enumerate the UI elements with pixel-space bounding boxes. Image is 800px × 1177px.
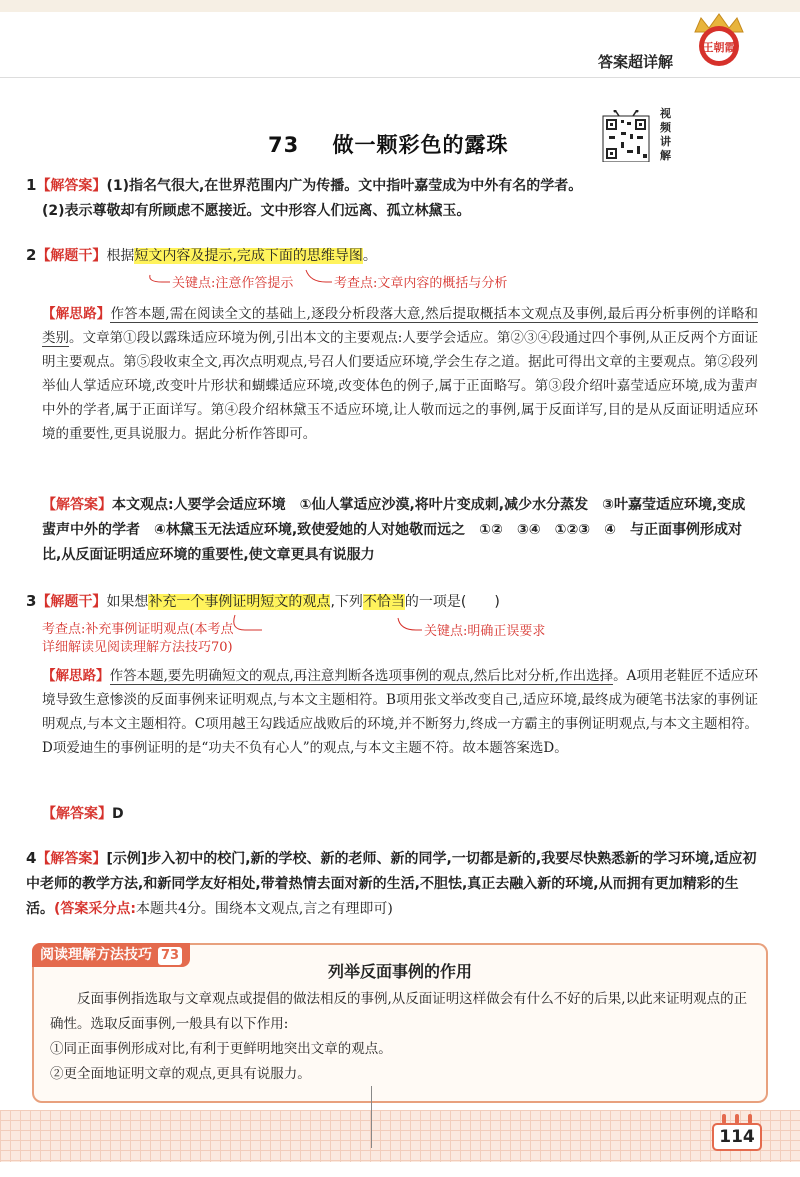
q3-answer-text: D [112, 806, 124, 822]
q3-stem-pre: 如果想 [106, 594, 149, 610]
q3-stem-end: 的一项是( ) [404, 594, 500, 610]
q2-highlight-2: 完成下面的思维导图 [236, 248, 363, 264]
q2-stem-mid: , [232, 248, 237, 264]
q3-answer [42, 802, 758, 827]
q2-thinking-underlined-1: 作答本题,需在阅读全文的基础上,逐段分析段落大意,然后提取概括本文观点及事例,最后再分析事 [110, 306, 690, 322]
q1-answer-line2: (2)表示尊敬却有所顾虑不愿接近。文中形容人们远离、孤立林黛玉。 [42, 203, 471, 219]
q4-answer-tag: 【解答案】 [36, 851, 107, 867]
q4-score-text: 本题共4分。围绕本文观点,言之有理即可) [136, 901, 393, 917]
title-text: 做一颗彩色的露珠 [332, 133, 509, 157]
brand-label: 答案超详解 [598, 53, 674, 71]
q3-thinking-tag: 【解思路】 [42, 668, 110, 684]
q2-stem-end: 。 [362, 248, 377, 264]
page-title [268, 129, 508, 159]
q2-stem-tag: 【解题干】 [36, 248, 107, 264]
q4-answer-text: [示例]步入初中的校门,新的学校、新的老师、新的同学,一切都是新的,我要尽快熟悉新的学习环境,适应初中老师的教学方法,和新同学友好相处,带着热情去面对新的生活,不胆怯,真正去融入新的环境,从而拥有更加精彩的生活。 [26, 851, 757, 917]
q3-note-examined-2: 详细解读见阅读理解方法技巧70) [42, 640, 233, 655]
question-2-stem [26, 243, 377, 268]
q3-highlight-2: 不恰当 [362, 594, 405, 610]
q2-answer [42, 493, 758, 568]
question-3-number: 3 [26, 592, 37, 610]
q3-answer-tag: 【解答案】 [42, 806, 112, 822]
video-explain-label[interactable]: 视频讲解 [660, 107, 671, 162]
q1-answer-line1: (1)指名气很大,在世界范围内广为传播。文中指叶嘉莹成为中外有名的学者。 [106, 178, 583, 194]
question-3-stem [26, 589, 500, 614]
footer-divider [371, 1086, 372, 1148]
qr-code-icon[interactable] [597, 110, 655, 162]
logo-text: 王朝霞 [702, 41, 736, 54]
q3-stem-tag: 【解题干】 [36, 594, 107, 610]
method-tab-number: 73 [158, 947, 182, 965]
title-number: 73 [268, 133, 300, 157]
footer-grid-decor [0, 1110, 800, 1162]
method-paragraph: 反面事例指选取与文章观点或提倡的做法相反的事例,从反面证明这样做会有什么不好的后果,以此来证明观点的正确性。选取反面事例,一般具有以下作用: [50, 991, 748, 1032]
q3-highlight-1: 补充一个事例证明短文的观点 [148, 594, 331, 610]
q2-note-examined: 考查点:文章内容的概括与分析 [334, 276, 508, 291]
method-item-2: ②更全面地证明文章的观点,更具有说服力。 [50, 1066, 311, 1082]
q2-thinking-underlined-2: 例的详略和类别 [42, 306, 759, 346]
q2-answer-text: 本文观点:人要学会适应环境 ①仙人掌适应沙漠,将叶片变成刺,减少水分蒸发 ③叶嘉莹适应环境,变成蜚声中外的学者 ④林黛玉无法适应环境,致使爱她的人对她敬而远之 ①② ③④ ①②③ ④ 与正面事例形成对比,从反面证明适应环境的重要性,使文章更具有说服力 [42, 497, 746, 563]
q2-thinking-tag: 【解思路】 [42, 306, 111, 322]
q1-answer-tag: 【解答案】 [36, 178, 107, 194]
q3-thinking-rest: 。A项用老鞋匠不适应环境导致生意惨淡的反面事例来证明观点,与本文主题相符。B项用张文举改变自己,适应环境,最终成为硬笔书法家的事例证明观点,与本文主题相符。C项用越王勾践适应战败后的环境,并不断努力,终成一方霸主的事例证明观点,与本文主题相符。D项爱迪生的事例证明的是“功夫不负有心人”的观点,与本文主题不符。故本题答案选D。 [42, 668, 759, 756]
q2-thinking-paragraph [42, 302, 758, 446]
q2-stem-pre: 根据 [106, 248, 135, 264]
question-4-answer [26, 846, 758, 922]
q2-note-keypoint: 关键点:注意作答提示 [172, 276, 294, 291]
q2-highlight-1: 短文内容及提示 [134, 248, 233, 264]
q2-thinking-rest: 。文章第①段以露珠适应环境为例,引出本文的主要观点:人要学会适应。第②③④段通过四个事例,从正反两个方面证明主要观点。第⑤段收束全文,再次点明观点,号召人们要适应环境,学会生存之道。据此可得出文章的主要观点。第②段列举仙人掌适应环境,改变叶片形状和蝴蝶适应环境,改变体色的例子,属于正面略写。第③段介绍叶嘉莹适应环境,成为蜚声中外的学者,属于正面详写。第④段介绍林黛玉不适应环境,让人敬而远之的事例,属于反面详写,目的是从反面证明适应环境的重要性,更具说服力。据此分析作答即可。 [42, 330, 759, 442]
q2-answer-tag: 【解答案】 [42, 497, 112, 513]
question-1-line1 [26, 173, 582, 198]
q3-note-keypoint: 关键点:明确正误要求 [424, 624, 546, 639]
q3-note-examined-1: 考查点:补充事例证明观点(本考点 [42, 622, 234, 637]
question-2-number: 2 [26, 246, 37, 264]
q3-thinking-underlined: 作答本题,要先明确短文的观点,再注意判断各选项事例的观点,然后比对分析,作出选择 [109, 668, 614, 684]
q4-score-tag: (答案采分点: [54, 901, 136, 917]
method-tab-label: 阅读理解方法技巧 [40, 947, 152, 963]
q3-stem-mid: ,下列 [330, 594, 363, 610]
brand-logo-icon [687, 10, 751, 68]
q3-thinking-paragraph [42, 664, 758, 760]
method-title: 列举反面事例的作用 [327, 962, 472, 981]
question-4-number: 4 [26, 849, 37, 867]
header-divider [0, 77, 800, 78]
top-decor-bar [0, 0, 800, 12]
question-1-number: 1 [26, 176, 37, 194]
page-number: 114 [712, 1123, 762, 1151]
method-item-1: ①同正面事例形成对比,有利于更鲜明地突出文章的观点。 [50, 1041, 392, 1057]
